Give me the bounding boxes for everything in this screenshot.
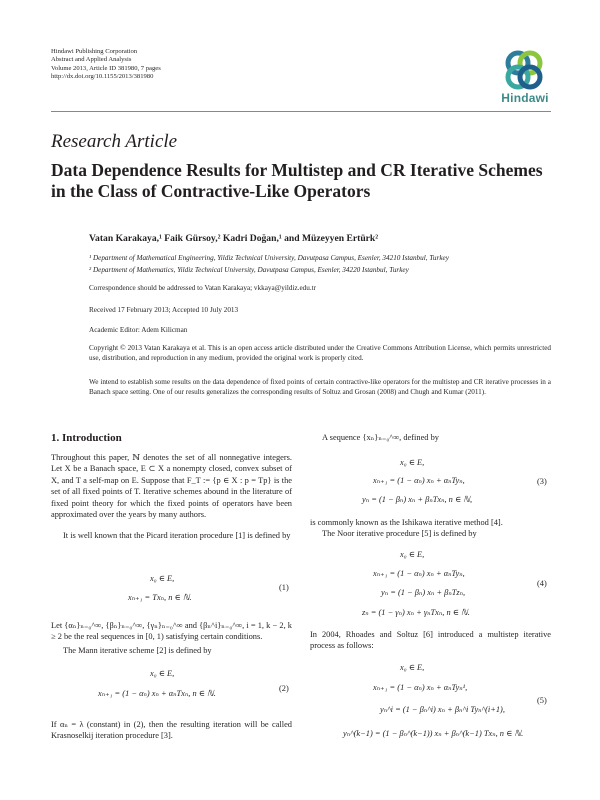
publisher: Hindawi Publishing Corporation xyxy=(51,48,138,55)
affiliation-2: ² Department of Mathematics, Yildiz Technical University, Davutpasa Campus, Esenler, 34220 Istanbul, Turkey xyxy=(89,266,409,274)
equation-5-line-4: yₙ^(k−1) = (1 − βₙ^(k−1)) xₙ + βₙ^(k−1) Txₙ, n ∈ ℕ. xyxy=(343,729,524,738)
author-list: Vatan Karakaya,¹ Faik Gürsoy,² Kadri Doğan,¹ and Müzeyyen Ertürk² xyxy=(89,233,379,244)
intro-paragraph-2: It is well known that the Picard iteration procedure [1] is defined by xyxy=(63,531,291,540)
hindawi-wordmark: Hindawi xyxy=(501,91,549,105)
intro-paragraph-4: The Mann iterative scheme [2] is defined by xyxy=(63,646,212,655)
article-type: Research Article xyxy=(51,131,178,152)
equation-3-line-2: xₙ₊₁ = (1 − αₙ) xₙ + αₙTyₙ, xyxy=(373,476,465,485)
copyright-notice: Copyright © 2013 Vatan Karakaya et al. This is an open access article distributed under the Creative Commons Attribution License, which permits unrestricted use, distribution, and reproduction in any medium, provided the original work is properly cited. xyxy=(89,344,551,363)
equation-4-number: (4) xyxy=(537,579,547,588)
abstract: We intend to establish some results on the data dependence of fixed points of certain contractive-like operators for the multistep and CR iterative processes in a Banach space setting. One of our results generalizes the corresponding results of Soltuz and Grosan (2008) and Chugh and Kumar (2011). xyxy=(89,378,551,397)
intro-paragraph-1: Throughout this paper, ℕ denotes the set of all nonnegative integers. Let X be a Banach space, E ⊂ X a nonempty closed, convex subset of X, and T a self-map on E. Suppose that F_T := {p ∈ X : p = Tp} is the set of all fixed points of T. Iterative schemes abound in the literature of fixed point theory for which the fixed points of operators have been approximated over the years by many authors. xyxy=(51,453,292,520)
equation-2-line-1: x₀ ∈ E, xyxy=(150,669,175,678)
doi-link[interactable]: http://dx.doi.org/10.1155/2013/381980 xyxy=(51,73,154,81)
journal-header xyxy=(51,48,161,82)
right-paragraph-4: In 2004, Rhoades and Soltuz [6] introduced a multistep iterative process as follows: xyxy=(310,630,551,651)
equation-4-line-4: zₙ = (1 − γₙ) xₙ + γₙTxₙ, n ∈ ℕ. xyxy=(362,608,470,617)
equation-1-number: (1) xyxy=(279,583,289,592)
section-heading: 1. Introduction xyxy=(51,432,122,444)
right-paragraph-1: A sequence {xₙ}ₙ₌₀^∞, defined by xyxy=(322,433,439,442)
equation-1-line-1: x₀ ∈ E, xyxy=(150,574,175,583)
volume-info: Volume 2013, Article ID 381980, 7 pages xyxy=(51,64,161,72)
affiliation-1: ¹ Department of Mathematical Engineering, Yildiz Technical University, Davutpasa Campus, Esenler, 34210 Istanbul, Turkey xyxy=(89,254,449,262)
equation-4-line-2: xₙ₊₁ = (1 − αₙ) xₙ + αₙTyₙ, xyxy=(373,569,465,578)
right-paragraph-2: is commonly known as the Ishikawa iterative method [4]. xyxy=(310,518,503,527)
equation-3-line-1: x₀ ∈ E, xyxy=(400,458,425,467)
equation-5-number: (5) xyxy=(537,696,547,705)
equation-2-number: (2) xyxy=(279,684,289,693)
header-divider xyxy=(51,111,551,112)
equation-3-number: (3) xyxy=(537,477,547,486)
correspondence: Correspondence should be addressed to Vatan Karakaya; vkkaya@yildiz.edu.tr xyxy=(89,284,317,292)
equation-5-line-2: xₙ₊₁ = (1 − αₙ) xₙ + αₙTyₙ¹, xyxy=(373,683,468,692)
intro-paragraph-3: Let {αₙ}ₙ₌₀^∞, {βₙ}ₙ₌₀^∞, {γₙ}ₙ₌₀^∞ and {βₙ^i}ₙ₌₀^∞, i = 1, k − 2, k ≥ 2 be the real sequences in [0, 1) satisfying certain conditions. xyxy=(51,621,292,642)
equation-2-line-2: xₙ₊₁ = (1 − αₙ) xₙ + αₙTxₙ, n ∈ ℕ. xyxy=(98,689,216,698)
equation-1-line-2: xₙ₊₁ = Txₙ, n ∈ ℕ. xyxy=(128,593,192,602)
equation-4-line-3: yₙ = (1 − βₙ) xₙ + βₙTzₙ, xyxy=(381,588,466,597)
journal-name: Abstract and Applied Analysis xyxy=(51,56,132,64)
paper-title: Data Dependence Results for Multistep and CR Iterative Schemes in the Class of Contractive-Like Operators xyxy=(51,160,543,201)
equation-4-line-1: x₀ ∈ E, xyxy=(400,550,425,559)
intro-paragraph-5: If αₙ = λ (constant) in (2), then the resulting iteration will be called Krasnoselkij iteration procedure [3]. xyxy=(51,720,292,741)
equation-5-line-3: yₙ^i = (1 − βₙ^i) xₙ + βₙ^i Tyₙ^(i+1), xyxy=(380,705,505,714)
equation-3-line-3: yₙ = (1 − βₙ) xₙ + βₙTxₙ, n ∈ ℕ, xyxy=(362,495,473,504)
academic-editor: Academic Editor: Adem Kilicman xyxy=(89,326,188,334)
equation-5-line-1: x₀ ∈ E, xyxy=(400,663,425,672)
received-dates: Received 17 February 2013; Accepted 10 July 2013 xyxy=(89,306,239,314)
right-paragraph-3: The Noor iterative procedure [5] is defined by xyxy=(322,529,477,538)
